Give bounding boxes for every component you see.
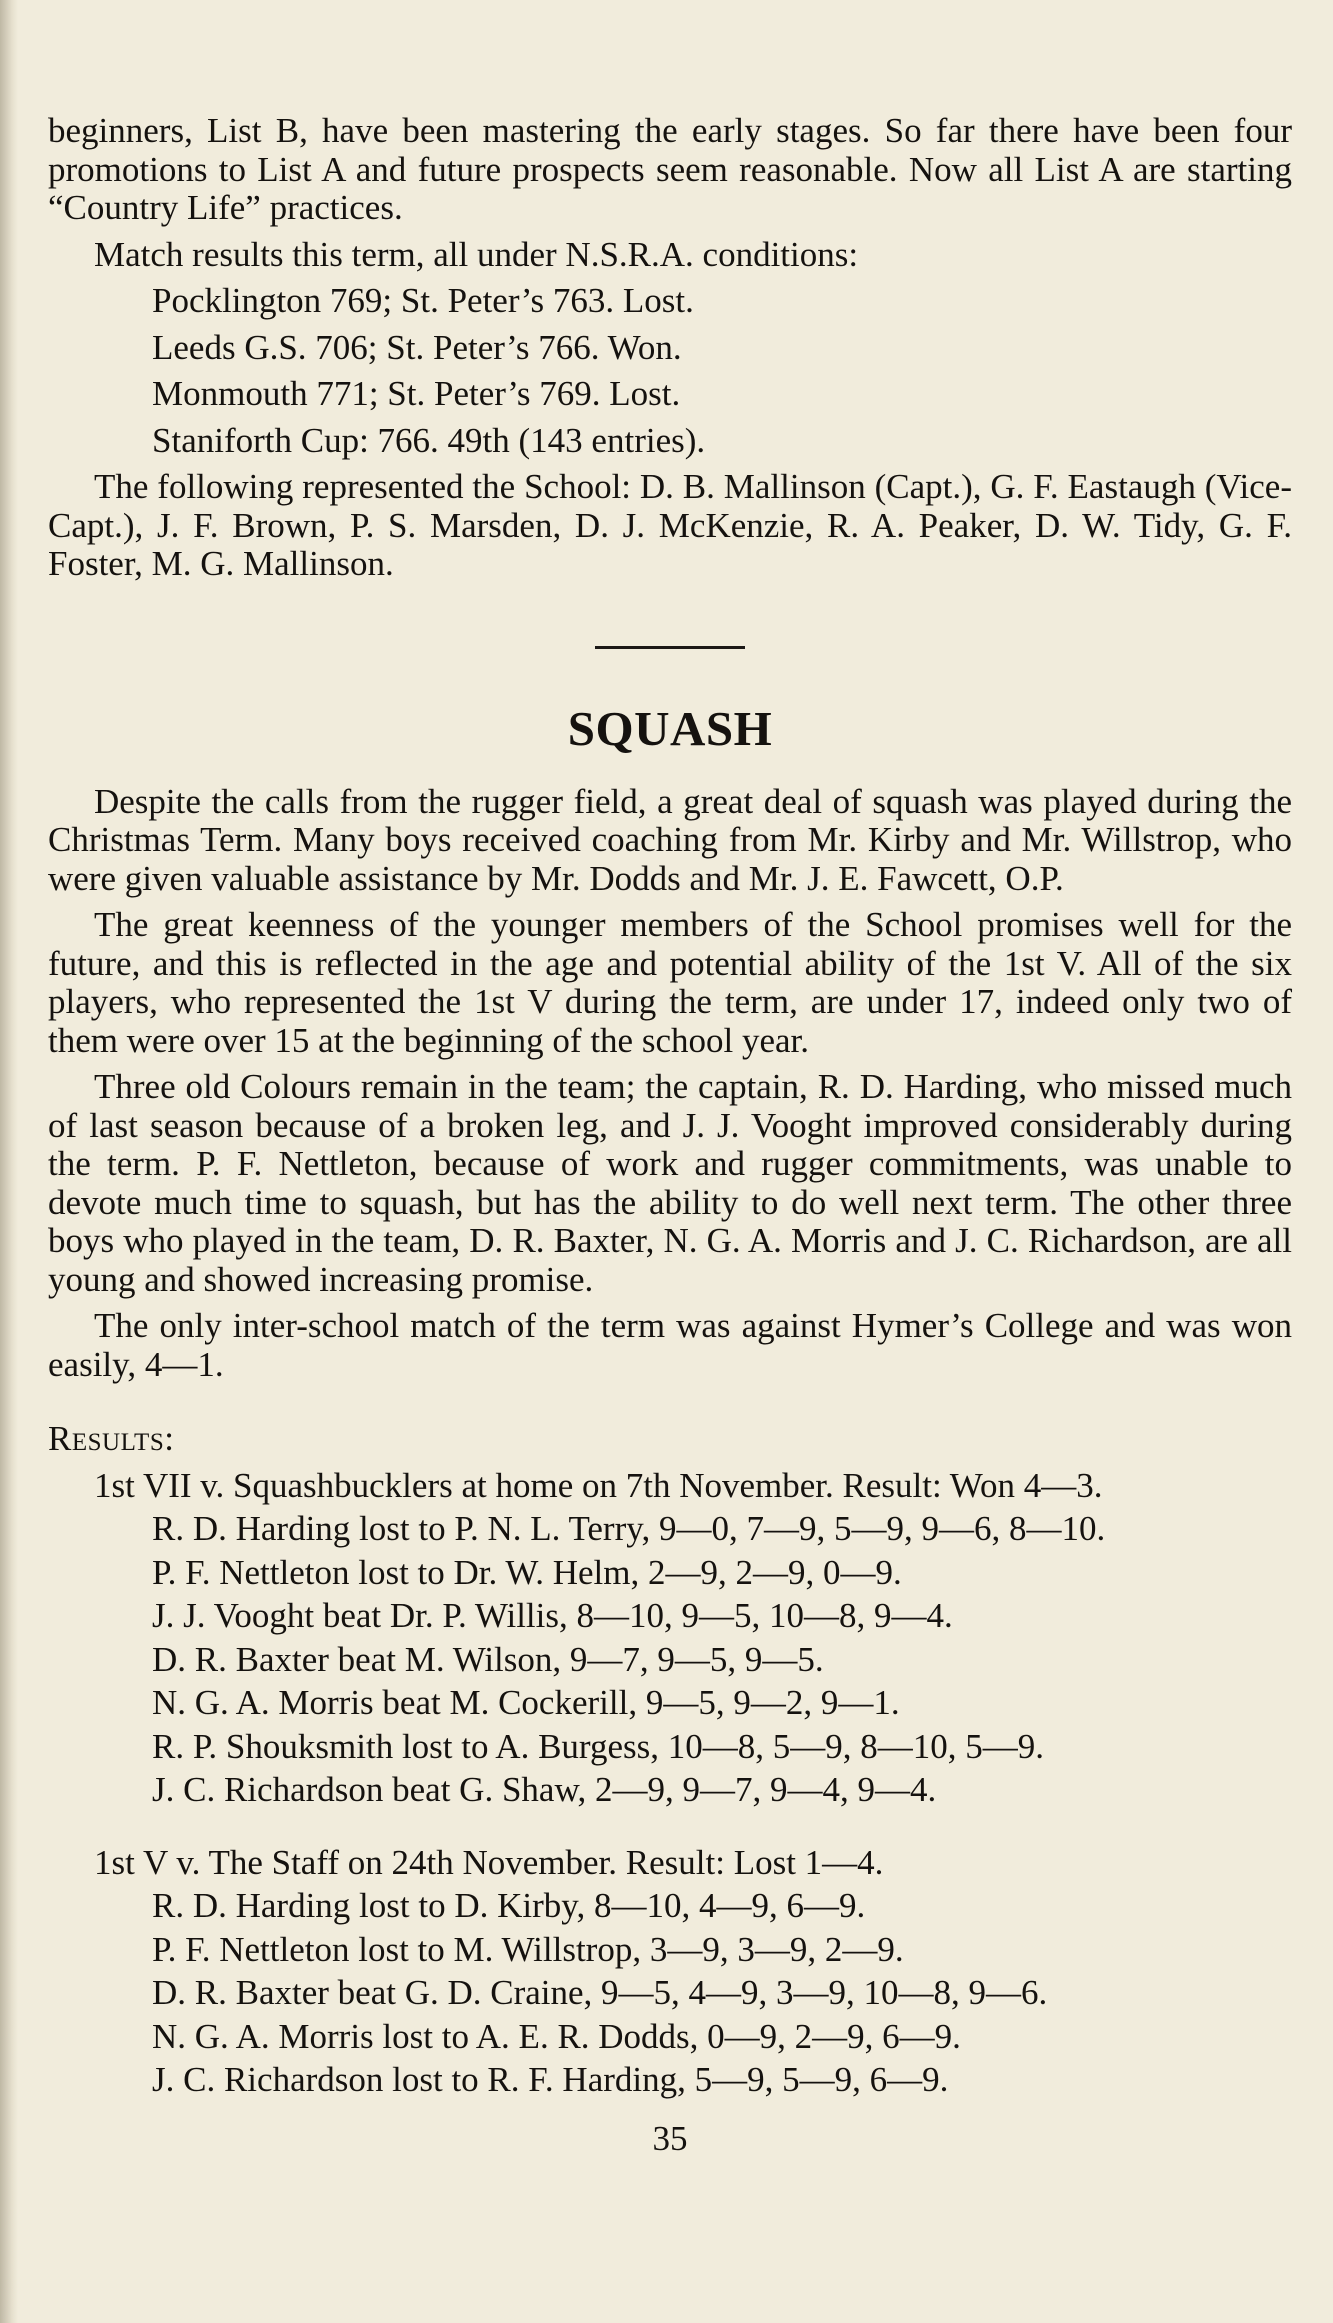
- page-number: 35: [652, 2118, 688, 2158]
- section-divider: [595, 646, 745, 649]
- game-result: D. R. Baxter beat M. Wilson, 9—7, 9—5, 9—5.: [152, 1639, 824, 1679]
- shooting-result: Monmouth 771; St. Peter’s 769. Lost.: [152, 374, 681, 413]
- squash-paragraph: The only inter-school match of the term was against Hymer’s College and was won easily, 4—1.: [48, 1306, 1292, 1384]
- game-result: P. F. Nettleton lost to Dr. W. Helm, 2—9, 2—9, 0—9.: [152, 1552, 902, 1592]
- match-intro: Match results this term, all under N.S.R.A. conditions:: [94, 234, 859, 274]
- match-title: 1st VII v. Squashbucklers at home on 7th November. Result: Won 4—3.: [94, 1465, 1103, 1505]
- shooting-result: Pocklington 769; St. Peter’s 763. Lost.: [152, 281, 694, 320]
- team-list: The following represented the School: D. B. Mallinson (Capt.), G. F. Eastaugh (Vice-Capt.), J. F. Brown, P. S. Marsden, D. J. McKenzie, R. A. Peaker, D. W. Tidy, G. F. Foster, M. G. Mallinson.: [48, 467, 1292, 583]
- game-result: R. D. Harding lost to D. Kirby, 8—10, 4—9, 6—9.: [152, 1886, 866, 1925]
- shooting-result: Leeds G.S. 706; St. Peter’s 766. Won.: [152, 327, 682, 367]
- game-result: R. D. Harding lost to P. N. L. Terry, 9—0, 7—9, 5—9, 9—6, 8—10.: [152, 1509, 1106, 1548]
- game-result: J. C. Richardson lost to R. F. Harding, 5—9, 5—9, 6—9.: [152, 2060, 949, 2099]
- document-page: [48, 112, 1292, 2158]
- results-heading: Results:: [48, 1419, 175, 1458]
- shooting-result: Staniforth Cup: 766. 49th (143 entries).: [152, 420, 706, 460]
- squash-paragraph: The great keenness of the younger members of the School promises well for the future, and this is reflected in the age and potential ability of the 1st V. All of the six players, who represented the 1st V during the term, are under 17, indeed only two of them were over 15 at the beginning of the school year.: [48, 905, 1292, 1060]
- section-title: SQUASH: [567, 700, 773, 756]
- game-result: J. J. Vooght beat Dr. P. Willis, 8—10, 9—5, 10—8, 9—4.: [152, 1596, 953, 1635]
- game-result: N. G. A. Morris lost to A. E. R. Dodds, 0—9, 2—9, 6—9.: [152, 2016, 961, 2056]
- game-result: D. R. Baxter beat G. D. Craine, 9—5, 4—9, 3—9, 10—8, 9—6.: [152, 1973, 1048, 2012]
- game-result: P. F. Nettleton lost to M. Willstrop, 3—9, 3—9, 2—9.: [152, 1929, 904, 1969]
- game-result: N. G. A. Morris beat M. Cockerill, 9—5, 9—2, 9—1.: [152, 1683, 900, 1722]
- squash-paragraph: Three old Colours remain in the team; the captain, R. D. Harding, who missed much of last season because of a broken leg, and J. J. Vooght improved considerably during the term. P. F. Nettleton, because of work and rugger commitments, was unable to devote much time to squash, but has the ability to do well next term. The other three boys who played in the team, D. R. Baxter, N. G. A. Morris and J. C. Richardson, are all young and showed increasing promise.: [48, 1067, 1292, 1299]
- intro-paragraph: beginners, List B, have been mastering the early stages. So far there have been four promotions to List A and future prospects seem reasonable. Now all List A are starting “Country Life” practices.: [48, 111, 1292, 227]
- game-result: J. C. Richardson beat G. Shaw, 2—9, 9—7, 9—4, 9—4.: [152, 1770, 937, 1809]
- squash-paragraph: Despite the calls from the rugger field, a great deal of squash was played during the Christmas Term. Many boys received coaching from Mr. Kirby and Mr. Willstrop, who were given valuable assistance by Mr. Dodds and Mr. J. E. Fawcett, O.P.: [48, 781, 1292, 898]
- match-title: 1st V v. The Staff on 24th November. Result: Lost 1—4.: [94, 1842, 884, 1882]
- binding-shadow: [0, 0, 18, 2323]
- game-result: R. P. Shouksmith lost to A. Burgess, 10—8, 5—9, 8—10, 5—9.: [152, 1726, 1044, 1766]
